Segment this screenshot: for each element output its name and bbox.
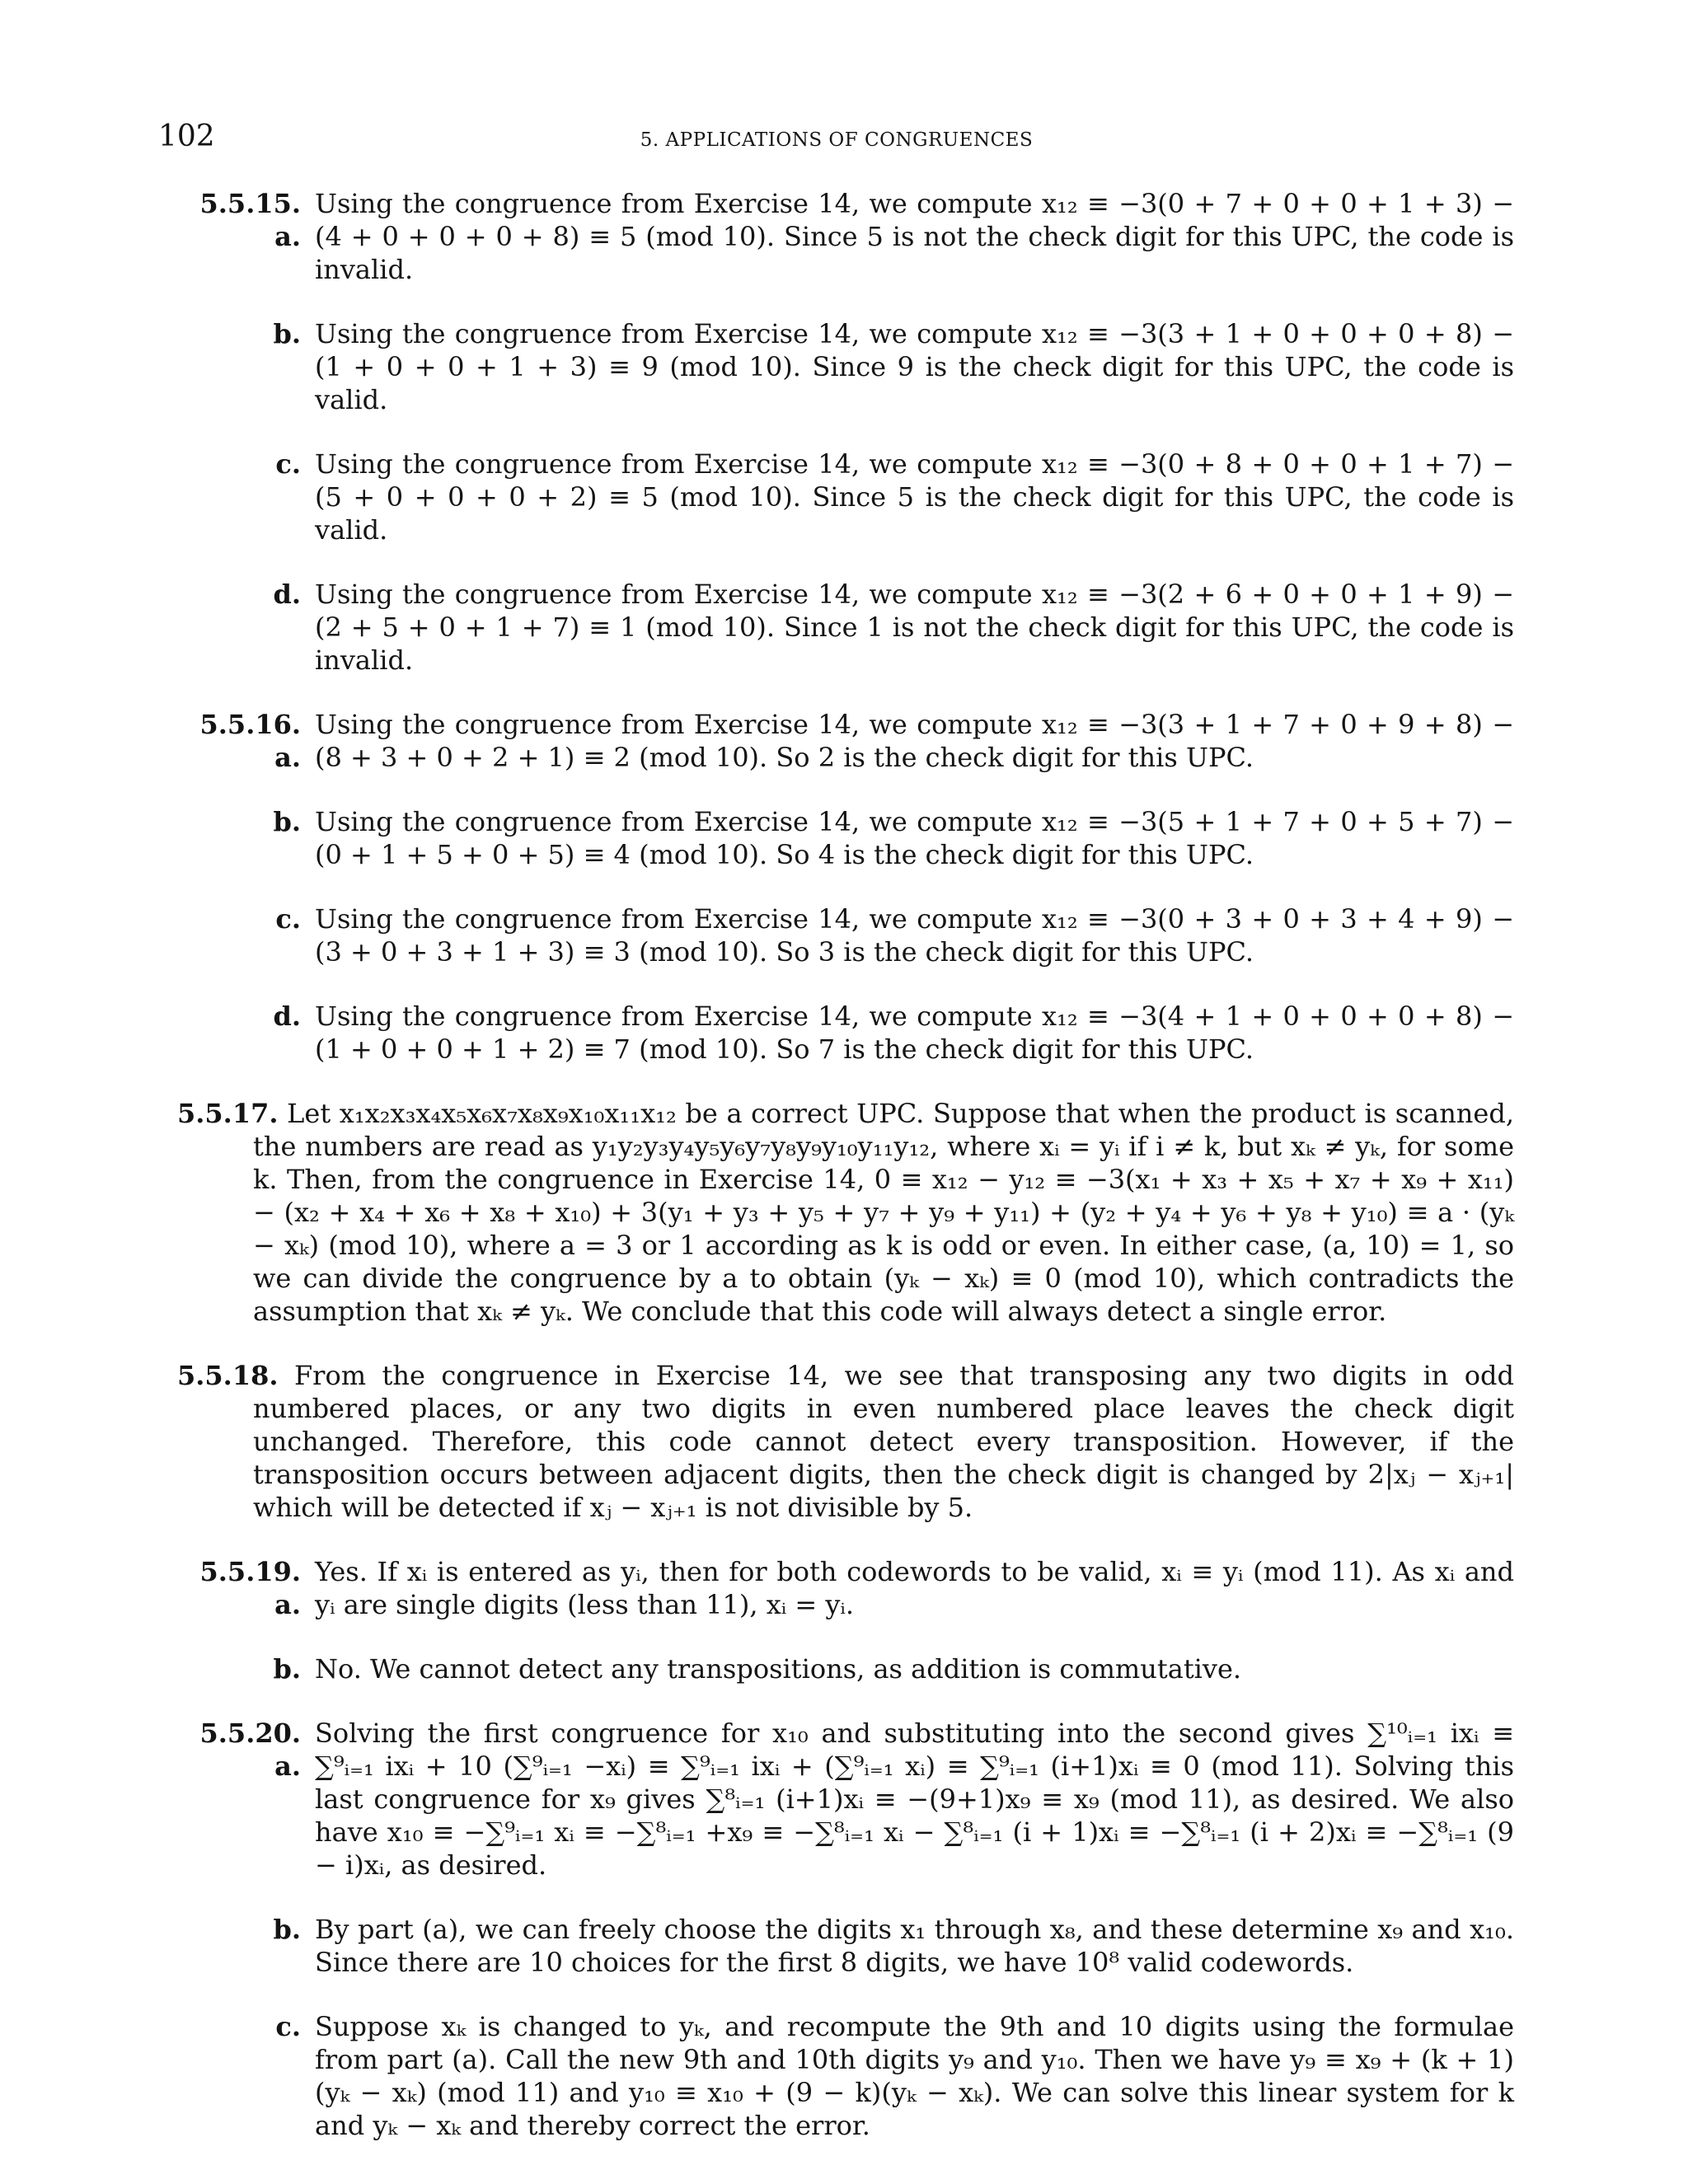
exercise-part [177, 1913, 1514, 1979]
part-letter: b. [273, 1914, 301, 1945]
running-head: 5. APPLICATIONS OF CONGRUENCES [640, 129, 1034, 151]
exercise-part [177, 805, 1514, 871]
part-text: Yes. If xᵢ is entered as yᵢ, then for both codewords to be valid, xᵢ ≡ yᵢ (mod 11). As xᵢ and yᵢ are single digits (less than 11), xᵢ = yᵢ. [315, 1556, 1514, 1620]
part-letter: d. [273, 1001, 301, 1032]
exercise-number: 5.5.15. [199, 188, 301, 219]
part-text: By part (a), we can freely choose the digits x₁ through x₈, and these determine x₉ and x₁₀. Since there are 10 choices for the first 8 digits, we have 10⁸ valid codewords. [315, 1914, 1514, 1978]
exercise-part [177, 448, 1514, 546]
exercise-number: 5.5.17. [177, 1098, 279, 1129]
exercise-part [177, 1555, 1514, 1621]
part-letter: b. [273, 806, 301, 837]
exercise-number: 5.5.16. [199, 709, 301, 740]
part-text: Using the congruence from Exercise 14, we compute x₁₂ ≡ −3(3 + 1 + 7 + 0 + 9 + 8) − (8 + 3 + 0 + 2 + 1) ≡ 2 (mod 10). So 2 is the check digit for this UPC. [315, 709, 1514, 773]
exercise-text [177, 1097, 1514, 1328]
page-header [158, 120, 1515, 161]
exercise-part [177, 902, 1514, 968]
exercise-5-5-19 [177, 1555, 1514, 1685]
exercise-5-5-18 [177, 1359, 1514, 1524]
exercise-part [177, 1717, 1514, 1882]
exercise-number: 5.5.20. [199, 1718, 301, 1749]
exercise-part [177, 1000, 1514, 1066]
part-label [177, 187, 301, 253]
part-text: Using the congruence from Exercise 14, we compute x₁₂ ≡ −3(2 + 6 + 0 + 0 + 1 + 9) − (2 + 5 + 0 + 1 + 7) ≡ 1 (mod 10). Since 1 is not the check digit for this UPC, the code is invalid. [315, 579, 1514, 676]
part-text: Using the congruence from Exercise 14, we compute x₁₂ ≡ −3(0 + 7 + 0 + 0 + 1 + 3) − (4 + 0 + 0 + 0 + 8) ≡ 5 (mod 10). Since 5 is not the check digit for this UPC, the code is invalid. [315, 188, 1514, 285]
exercise-body: From the congruence in Exercise 14, we see that transposing any two digits in odd numbered places, or any two digits in even numbered place leaves the check digit unchanged. Therefore, this code cannot detect every transposition. However, if the transposition occurs between adjacent digits, then the check digit is changed by 2|xⱼ − xⱼ₊₁| which will be detected if xⱼ − xⱼ₊₁ is not divisible by 5. [253, 1360, 1515, 1523]
exercise-body: Let x₁x₂x₃x₄x₅x₆x₇x₈x₉x₁₀x₁₁x₁₂ be a correct UPC. Suppose that when the product is scanned, the numbers are read as y₁y₂y₃y₄y₅y₆y₇y₈y₉y₁₀y₁₁y₁₂, where xᵢ = yᵢ if i ≠ k, but xₖ ≠ yₖ, for some k. Then, from the congruence in Exercise 14, 0 ≡ x₁₂ − y₁₂ ≡ −3(x₁ + x₃ + x₅ + x₇ + x₉ + x₁₁) − (x₂ + x₄ + x₆ + x₈ + x₁₀) + 3(y₁ + y₃ + y₅ + y₇ + y₉ + y₁₁) + (y₂ + y₄ + y₆ + y₈ + y₁₀) ≡ a · (yₖ − xₖ) (mod 10), where a = 3 or 1 according as k is odd or even. In either case, (a, 10) = 1, so we can divide the congruence by a to obtain (yₖ − xₖ) ≡ 0 (mod 10), which contradicts the assumption that xₖ ≠ yₖ. We conclude that this code will always detect a single error. [253, 1098, 1515, 1327]
part-text: Using the congruence from Exercise 14, we compute x₁₂ ≡ −3(3 + 1 + 0 + 0 + 0 + 8) − (1 + 0 + 0 + 1 + 3) ≡ 9 (mod 10). Since 9 is the check digit for this UPC, the code is valid. [315, 318, 1514, 415]
exercise-5-5-16 [177, 708, 1514, 1066]
part-letter: b. [273, 1653, 301, 1685]
part-text: Suppose xₖ is changed to yₖ, and recompute the 9th and 10 digits using the formulae from part (a). Call the new 9th and 10th digits y₉ and y₁₀. Then we have y₉ ≡ x₉ + (k + 1)(yₖ − xₖ) (mod 11) and y₁₀ ≡ x₁₀ + (9 − k)(yₖ − xₖ). We can solve this linear system for k and yₖ − xₖ and thereby correct the error. [315, 2011, 1514, 2141]
exercise-part [177, 578, 1514, 677]
exercise-text [177, 1359, 1514, 1524]
exercise-5-5-20 [177, 1717, 1514, 2142]
exercise-part [177, 317, 1514, 416]
page-content [177, 187, 1514, 2173]
part-letter: c. [275, 448, 301, 480]
part-label [177, 708, 301, 774]
part-label [177, 1555, 301, 1621]
part-letter: a. [274, 221, 301, 252]
exercise-part [177, 2010, 1514, 2142]
part-text: Solving the first congruence for x₁₀ and substituting into the second gives ∑¹⁰ᵢ₌₁ ixᵢ ≡ ∑⁹ᵢ₌₁ ixᵢ + 10 (∑⁹ᵢ₌₁ −xᵢ) ≡ ∑⁹ᵢ₌₁ ixᵢ + (∑⁹ᵢ₌₁ xᵢ) ≡ ∑⁹ᵢ₌₁ (i+1)xᵢ ≡ 0 (mod 11). Solving this last congruence for x₉ gives ∑⁸ᵢ₌₁ (i+1)xᵢ ≡ −(9+1)x₉ ≡ x₉ (mod 11), as desired. We also have x₁₀ ≡ −∑⁹ᵢ₌₁ xᵢ ≡ −∑⁸ᵢ₌₁ +x₉ ≡ −∑⁸ᵢ₌₁ xᵢ − ∑⁸ᵢ₌₁ (i + 1)xᵢ ≡ −∑⁸ᵢ₌₁ (i + 2)xᵢ ≡ −∑⁸ᵢ₌₁ (9 − i)xᵢ, as desired. [315, 1718, 1514, 1881]
exercise-part [177, 187, 1514, 286]
part-text: Using the congruence from Exercise 14, we compute x₁₂ ≡ −3(0 + 8 + 0 + 0 + 1 + 7) − (5 + 0 + 0 + 0 + 2) ≡ 5 (mod 10). Since 5 is the check digit for this UPC, the code is valid. [315, 448, 1514, 546]
exercise-part [177, 1652, 1514, 1685]
part-letter: a. [274, 1589, 301, 1620]
part-text: No. We cannot detect any transpositions, as addition is commutative. [315, 1653, 1242, 1685]
part-label [177, 1717, 301, 1783]
exercise-number: 5.5.18. [177, 1360, 279, 1391]
page-number: 102 [158, 120, 215, 153]
part-text: Using the congruence from Exercise 14, we compute x₁₂ ≡ −3(4 + 1 + 0 + 0 + 0 + 8) − (1 + 0 + 0 + 1 + 2) ≡ 7 (mod 10). So 7 is the check digit for this UPC. [315, 1001, 1514, 1065]
exercise-part [177, 708, 1514, 774]
part-letter: b. [273, 318, 301, 349]
part-letter: c. [275, 903, 301, 935]
part-letter: a. [274, 742, 301, 773]
exercise-number: 5.5.19. [199, 1556, 301, 1587]
part-text: Using the congruence from Exercise 14, we compute x₁₂ ≡ −3(0 + 3 + 0 + 3 + 4 + 9) − (3 + 0 + 3 + 1 + 3) ≡ 3 (mod 10). So 3 is the check digit for this UPC. [315, 903, 1514, 968]
exercise-5-5-17 [177, 1097, 1514, 1328]
part-letter: c. [275, 2011, 301, 2042]
exercise-5-5-15 [177, 187, 1514, 677]
part-letter: d. [273, 579, 301, 610]
part-letter: a. [274, 1750, 301, 1782]
part-text: Using the congruence from Exercise 14, we compute x₁₂ ≡ −3(5 + 1 + 7 + 0 + 5 + 7) − (0 + 1 + 5 + 0 + 5) ≡ 4 (mod 10). So 4 is the check digit for this UPC. [315, 806, 1514, 870]
